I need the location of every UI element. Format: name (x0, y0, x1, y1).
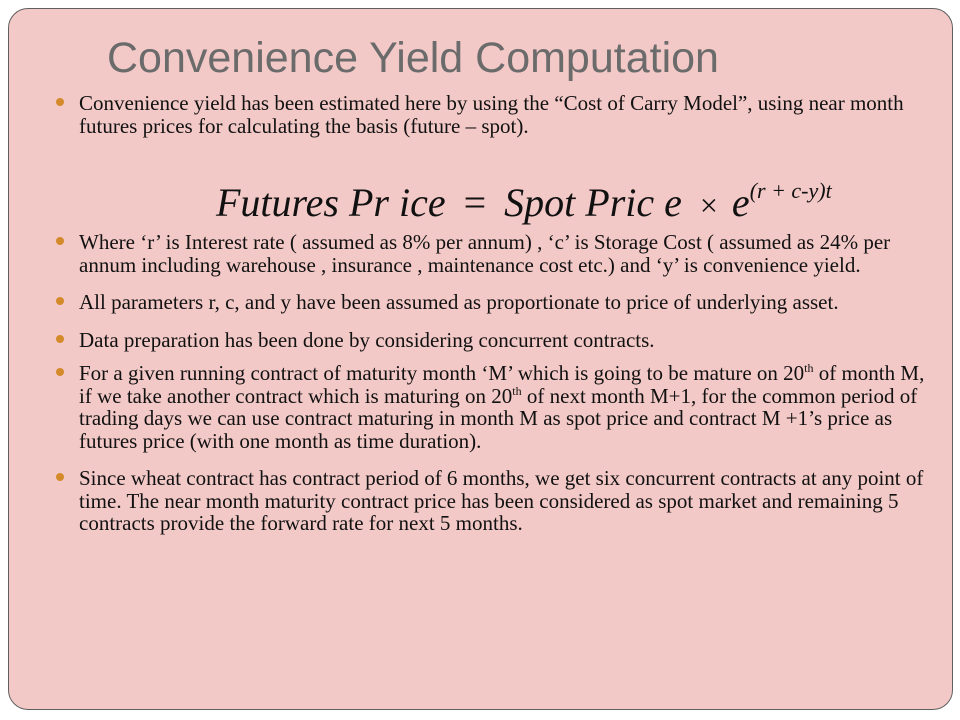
bullet-item (79, 467, 937, 535)
bullet-dot (56, 237, 64, 245)
formula-exponent: (r + c-y)t (749, 177, 832, 203)
bullet-item (79, 362, 937, 452)
bullet-list (79, 92, 937, 535)
bullet-text-part: For a given running contract of maturity month ‘M’ which is going to be mature on 20 (79, 361, 805, 385)
superscript-th: th (512, 383, 522, 398)
bullet-text-part: of month M, if we take another contract which is maturing on 20 (79, 361, 925, 408)
slide (8, 8, 953, 710)
bullet-item (79, 329, 937, 352)
formula-times: × (699, 187, 718, 223)
bullet-dot (56, 335, 64, 343)
formula-spot-price: Spot Pric e (504, 180, 682, 225)
slide-title: Convenience Yield Computation (107, 34, 719, 82)
bullet-text: Data preparation has been done by considering concurrent contracts. (79, 327, 655, 352)
bullet-item (79, 291, 937, 314)
bullet-item (79, 231, 937, 276)
superscript-th: th (804, 361, 814, 375)
bullet-dot (56, 297, 64, 305)
formula-equals: = (463, 180, 487, 225)
formula-futures-price: Futures Pr ice (216, 180, 446, 225)
bullet-item (79, 92, 937, 137)
bullet-dot (56, 368, 64, 376)
bullet-text: Where ‘r’ is Interest rate ( assumed as 8% per annum) , ‘c’ is Storage Cost ( assumed as 24% per annum including warehouse , insurance , maintenance cost etc.) and ‘y’ is convenience yield. (79, 230, 891, 277)
bullet-text-part: of next month M+1, for the common period of trading days we can use contract maturing in month M as spot price and contract M +1’s price as futures price (with one month as time duration). (79, 383, 918, 453)
bullet-dot (56, 473, 64, 481)
bullet-text: Convenience yield has been estimated here by using the “Cost of Carry Model”, using near month futures prices for calculating the basis (future – spot). (79, 91, 904, 138)
bullet-text: Since wheat contract has contract period of 6 months, we get six concurrent contracts at any point of time. The near month maturity contract price has been considered as spot market and remaining 5 contracts provide the forward rate for next 5 months. (79, 466, 924, 535)
formula-exp-base: e (731, 180, 750, 225)
cost-of-carry-formula (216, 179, 832, 237)
bullet-dot (56, 98, 64, 106)
bullet-text: All parameters r, c, and y have been assumed as proportionate to price of underlying asset. (79, 290, 839, 314)
